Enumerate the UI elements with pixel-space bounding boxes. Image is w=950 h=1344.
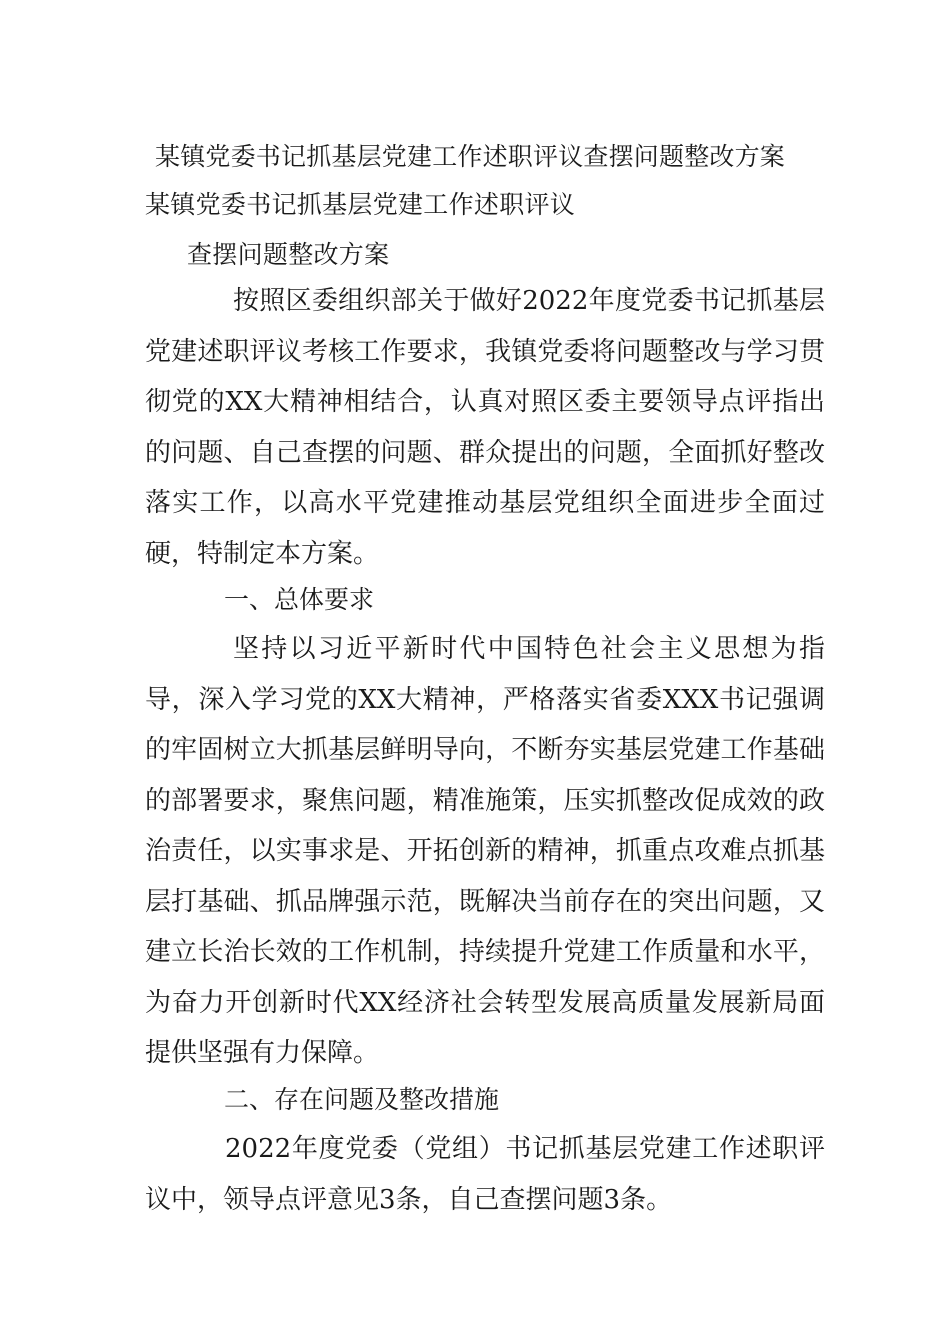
document-subtitle-line2: 查摆问题整改方案 (187, 240, 390, 269)
intro-paragraph: 按照区委组织部关于做好2022年度党委书记抓基层党建述职评议考核工作要求，我镇党委将问题整改与学习贯彻党的XX大精神相结合，认真对照区委主要领导点评指出的问题、自己查摆的问题、群众提出的问题，全面抓好整改落实工作，以高水平党建推动基层党组织全面进步全面过硬，特制定本方案。 (145, 286, 825, 569)
section-heading-general-requirements: 一、总体要求 (224, 585, 375, 614)
section-body-general-requirements: 坚持以习近平新时代中国特色社会主义思想为指导，深入学习党的XX大精神，严格落实省委XXX书记强调的牢固树立大抓基层鲜明导向，不断夯实基层党建工作基础的部署要求，聚焦问题，精准施策，压实抓整改促成效的政治责任，以实事求是、开拓创新的精神，抓重点攻难点抓基层打基础、抓品牌强示范，既解决当前存在的突出问题，又建立长治长效的工作机制，持续提升党建工作质量和水平，为奋力开创新时代XX经济社会转型发展高质量发展新局面提供坚强有力保障。 (145, 634, 825, 1068)
document-subtitle-line1: 某镇党委书记抓基层党建工作述职评议 (145, 190, 576, 219)
section-heading-problems-measures: 二、存在问题及整改措施 (224, 1085, 500, 1114)
section-body-problems-measures: 2022年度党委（党组）书记抓基层党建工作述职评议中，领导点评意见3条，自己查摆问题3条。 (145, 1134, 825, 1215)
document-title: 某镇党委书记抓基层党建工作述职评议查摆问题整改方案 (155, 142, 786, 171)
